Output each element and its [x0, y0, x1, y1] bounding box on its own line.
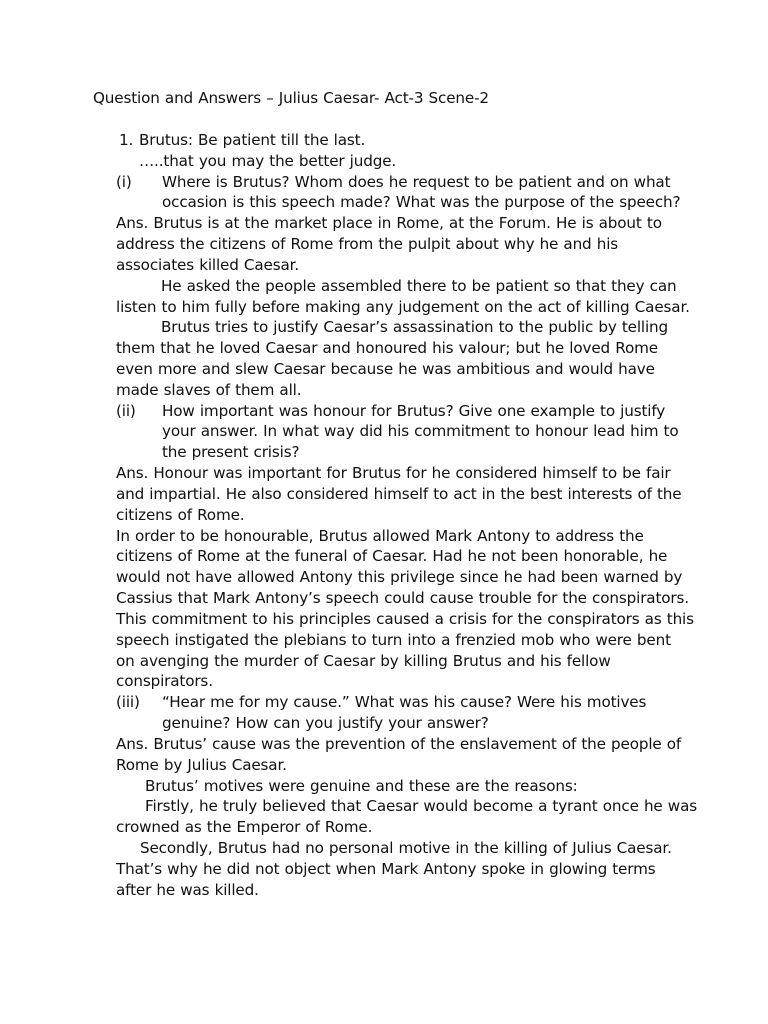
- subquestion-marker: (iii): [116, 693, 140, 711]
- answer-line: Cassius that Mark Antony’s speech could cause trouble for the conspirators.: [116, 589, 689, 607]
- answer-line: Ans. Honour was important for Brutus for he considered himself to be fair: [116, 464, 671, 482]
- subquestion-marker: (i): [116, 173, 132, 191]
- answer-line: speech instigated the plebians to turn into a frenzied mob who were bent: [116, 631, 671, 649]
- answer-line: conspirators.: [116, 672, 213, 690]
- answer-line: He asked the people assembled there to be patient so that they can: [161, 277, 677, 295]
- subquestion-line: your answer. In what way did his commitment to honour lead him to: [162, 422, 679, 440]
- answer-line: Ans. Brutus is at the market place in Rome, at the Forum. He is about to: [116, 214, 662, 232]
- answer-line: Firstly, he truly believed that Caesar would become a tyrant once he was: [145, 797, 697, 815]
- answer-line: Ans. Brutus’ cause was the prevention of the enslavement of the people of: [116, 735, 682, 753]
- answer-line: This commitment to his principles caused a crisis for the conspirators as this: [116, 610, 694, 628]
- subquestion-line: genuine? How can you justify your answer?: [162, 714, 489, 732]
- answer-line: would not have allowed Antony this privilege since he had been warned by: [116, 568, 683, 586]
- answer-line: citizens of Rome.: [116, 506, 245, 524]
- answer-line: on avenging the murder of Caesar by killing Brutus and his fellow: [116, 652, 611, 670]
- subquestion-line: Where is Brutus? Whom does he request to be patient and on what: [162, 173, 671, 191]
- subquestion-line: How important was honour for Brutus? Give one example to justify: [162, 402, 666, 420]
- document-title: Question and Answers – Julius Caesar- Act-3 Scene-2: [93, 89, 489, 107]
- answer-line: That’s why he did not object when Mark Antony spoke in glowing terms: [116, 860, 656, 878]
- question-number: 1.: [119, 131, 134, 149]
- answer-line: address the citizens of Rome from the pulpit about why he and his: [116, 235, 619, 253]
- answer-line: made slaves of them all.: [116, 381, 302, 399]
- answer-line: citizens of Rome at the funeral of Caesar. Had he not been honorable, he: [116, 547, 668, 565]
- answer-line: Brutus tries to justify Caesar’s assassination to the public by telling: [161, 318, 669, 336]
- answer-line: and impartial. He also considered himself to act in the best interests of the: [116, 485, 682, 503]
- answer-line: In order to be honourable, Brutus allowed Mark Antony to address the: [116, 527, 644, 545]
- answer-line: crowned as the Emperor of Rome.: [116, 818, 373, 836]
- answer-line: Secondly, Brutus had no personal motive in the killing of Julius Caesar.: [140, 839, 672, 857]
- subquestion-line: occasion is this speech made? What was the purpose of the speech?: [162, 193, 681, 211]
- quote-line: …..that you may the better judge.: [139, 152, 397, 170]
- answer-line: Brutus’ motives were genuine and these are the reasons:: [145, 777, 578, 795]
- answer-line: after he was killed.: [116, 881, 259, 899]
- answer-line: even more and slew Caesar because he was ambitious and would have: [116, 360, 655, 378]
- answer-line: Rome by Julius Caesar.: [116, 756, 287, 774]
- answer-line: associates killed Caesar.: [116, 256, 300, 274]
- subquestion-line: the present crisis?: [162, 443, 300, 461]
- quote-line: Brutus: Be patient till the last.: [139, 131, 366, 149]
- subquestion-marker: (ii): [116, 402, 136, 420]
- answer-line: listen to him fully before making any judgement on the act of killing Caesar.: [116, 298, 690, 316]
- subquestion-line: “Hear me for my cause.” What was his cause? Were his motives: [162, 693, 647, 711]
- answer-line: them that he loved Caesar and honoured his valour; but he loved Rome: [116, 339, 658, 357]
